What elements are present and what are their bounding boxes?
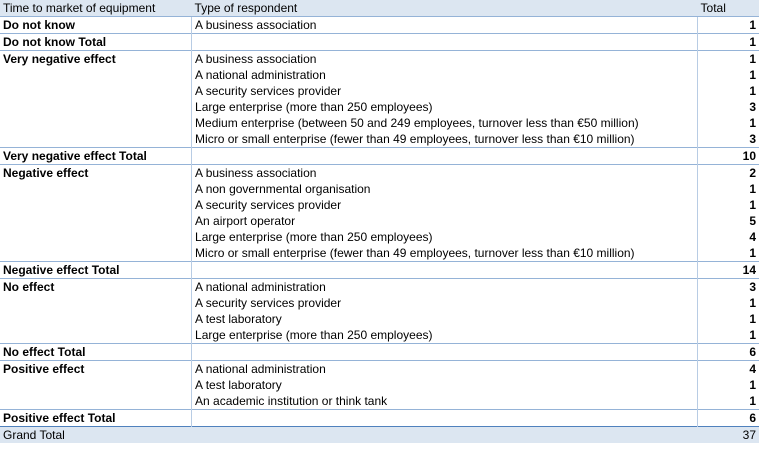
subtotal-row <box>0 344 759 361</box>
total-cell[interactable]: 1 <box>698 295 759 311</box>
empty-cell[interactable] <box>192 427 698 444</box>
empty-cell[interactable] <box>0 131 192 148</box>
total-cell[interactable]: 1 <box>698 245 759 262</box>
table-row <box>0 311 759 327</box>
total-cell[interactable]: 1 <box>698 17 759 34</box>
respondent-cell[interactable]: Medium enterprise (between 50 and 249 employees, turnover less than €50 million) <box>192 115 698 131</box>
total-cell[interactable]: 1 <box>698 197 759 213</box>
total-cell[interactable]: 4 <box>698 229 759 245</box>
table-row <box>0 83 759 99</box>
table-row <box>0 17 759 34</box>
respondent-cell[interactable]: Micro or small enterprise (fewer than 49 employees, turnover less than €10 million) <box>192 245 698 262</box>
grand-total-value-cell[interactable]: 37 <box>698 427 759 444</box>
empty-cell[interactable] <box>0 311 192 327</box>
table-row <box>0 361 759 378</box>
group-label-cell[interactable]: Positive effect <box>0 361 192 378</box>
subtotal-row <box>0 262 759 279</box>
table-row <box>0 229 759 245</box>
table-row <box>0 213 759 229</box>
empty-cell[interactable] <box>0 83 192 99</box>
respondent-cell[interactable]: A national administration <box>192 279 698 296</box>
table-row <box>0 327 759 344</box>
total-cell[interactable]: 2 <box>698 165 759 182</box>
subtotal-value-cell[interactable]: 6 <box>698 344 759 361</box>
total-cell[interactable]: 5 <box>698 213 759 229</box>
pivot-body <box>0 17 759 444</box>
subtotal-row <box>0 410 759 427</box>
table-row <box>0 279 759 296</box>
empty-cell[interactable] <box>0 229 192 245</box>
grand-total-label-cell[interactable]: Grand Total <box>0 427 192 444</box>
empty-cell[interactable] <box>192 344 698 361</box>
empty-cell[interactable] <box>0 295 192 311</box>
respondent-cell[interactable]: A security services provider <box>192 295 698 311</box>
respondent-cell[interactable]: A test laboratory <box>192 311 698 327</box>
total-cell[interactable]: 1 <box>698 181 759 197</box>
respondent-cell[interactable]: An academic institution or think tank <box>192 393 698 410</box>
respondent-cell[interactable]: A business association <box>192 17 698 34</box>
respondent-cell[interactable]: A national administration <box>192 361 698 378</box>
subtotal-value-cell[interactable]: 6 <box>698 410 759 427</box>
empty-cell[interactable] <box>0 327 192 344</box>
subtotal-value-cell[interactable]: 10 <box>698 148 759 165</box>
empty-cell[interactable] <box>0 393 192 410</box>
respondent-cell[interactable]: Micro or small enterprise (fewer than 49 employees, turnover less than €10 million) <box>192 131 698 148</box>
total-cell[interactable]: 1 <box>698 311 759 327</box>
header-row <box>0 0 759 17</box>
total-cell[interactable]: 1 <box>698 67 759 83</box>
empty-cell[interactable] <box>192 410 698 427</box>
total-cell[interactable]: 4 <box>698 361 759 378</box>
subtotal-label-cell[interactable]: No effect Total <box>0 344 192 361</box>
subtotal-row <box>0 34 759 51</box>
subtotal-value-cell[interactable]: 1 <box>698 34 759 51</box>
total-cell[interactable]: 1 <box>698 83 759 99</box>
table-row <box>0 295 759 311</box>
table-row <box>0 197 759 213</box>
table-row <box>0 67 759 83</box>
table-row <box>0 377 759 393</box>
respondent-cell[interactable]: Large enterprise (more than 250 employees) <box>192 327 698 344</box>
table-row <box>0 165 759 182</box>
group-label-cell[interactable]: No effect <box>0 279 192 296</box>
table-row <box>0 393 759 410</box>
group-label-cell[interactable]: Do not know <box>0 17 192 34</box>
group-label-cell[interactable]: Negative effect <box>0 165 192 182</box>
empty-cell[interactable] <box>0 213 192 229</box>
total-cell[interactable]: 1 <box>698 115 759 131</box>
total-cell[interactable]: 3 <box>698 131 759 148</box>
respondent-cell[interactable]: Large enterprise (more than 250 employees) <box>192 229 698 245</box>
total-cell[interactable]: 1 <box>698 377 759 393</box>
respondent-cell[interactable]: A security services provider <box>192 83 698 99</box>
empty-cell[interactable] <box>0 197 192 213</box>
empty-cell[interactable] <box>0 245 192 262</box>
subtotal-label-cell[interactable]: Do not know Total <box>0 34 192 51</box>
empty-cell[interactable] <box>0 181 192 197</box>
total-cell[interactable]: 3 <box>698 279 759 296</box>
table-row <box>0 131 759 148</box>
empty-cell[interactable] <box>0 67 192 83</box>
column-header-type-of-respondent[interactable]: Type of respondent <box>192 0 698 17</box>
total-cell[interactable]: 1 <box>698 327 759 344</box>
respondent-cell[interactable]: Large enterprise (more than 250 employees) <box>192 99 698 115</box>
grand-total-row <box>0 427 759 444</box>
table-row <box>0 245 759 262</box>
empty-cell[interactable] <box>0 377 192 393</box>
table-row <box>0 99 759 115</box>
table-row <box>0 115 759 131</box>
empty-cell[interactable] <box>0 99 192 115</box>
subtotal-value-cell[interactable]: 14 <box>698 262 759 279</box>
respondent-cell[interactable]: A business association <box>192 165 698 182</box>
respondent-cell[interactable]: An airport operator <box>192 213 698 229</box>
empty-cell[interactable] <box>192 148 698 165</box>
total-cell[interactable]: 1 <box>698 393 759 410</box>
subtotal-label-cell[interactable]: Very negative effect Total <box>0 148 192 165</box>
subtotal-label-cell[interactable]: Negative effect Total <box>0 262 192 279</box>
respondent-cell[interactable]: A security services provider <box>192 197 698 213</box>
respondent-cell[interactable]: A test laboratory <box>192 377 698 393</box>
empty-cell[interactable] <box>0 115 192 131</box>
total-cell[interactable]: 3 <box>698 99 759 115</box>
empty-cell[interactable] <box>192 262 698 279</box>
column-header-time-to-market[interactable]: Time to market of equipment <box>0 0 192 17</box>
respondent-cell[interactable]: A non governmental organisation <box>192 181 698 197</box>
subtotal-label-cell[interactable]: Positive effect Total <box>0 410 192 427</box>
table-row <box>0 181 759 197</box>
subtotal-row <box>0 148 759 165</box>
group-label-cell[interactable]: Very negative effect <box>0 51 192 68</box>
table-row <box>0 51 759 68</box>
respondent-cell[interactable]: A business association <box>192 51 698 68</box>
column-header-total[interactable]: Total <box>698 0 759 17</box>
respondent-cell[interactable]: A national administration <box>192 67 698 83</box>
empty-cell[interactable] <box>192 34 698 51</box>
total-cell[interactable]: 1 <box>698 51 759 68</box>
